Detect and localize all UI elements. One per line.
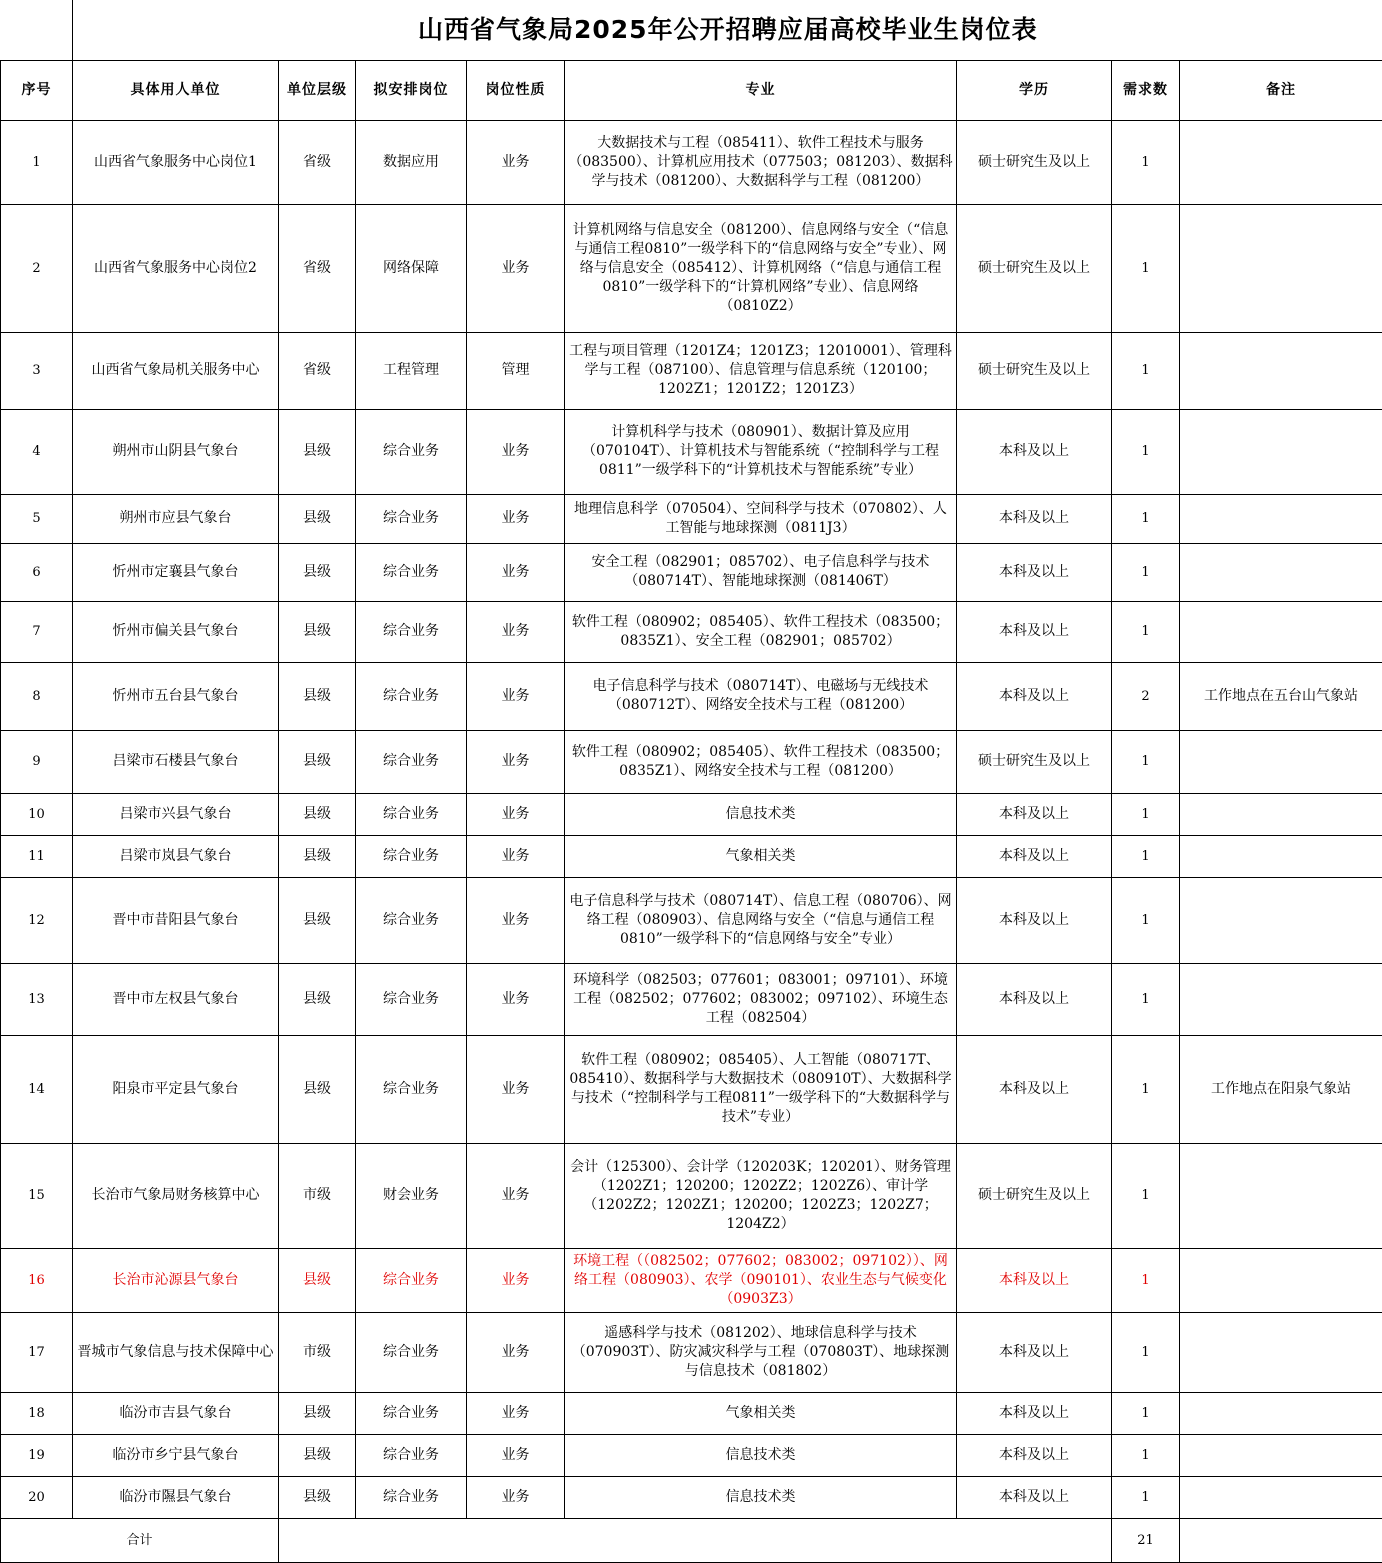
cell-level: 市级: [279, 1143, 356, 1248]
table-row: [1, 1312, 1382, 1392]
cell-count: 1: [1112, 877, 1180, 963]
cell-nature: 业务: [467, 409, 565, 494]
cell-level: 省级: [279, 120, 356, 204]
cell-note: [1180, 601, 1382, 662]
cell-nature: 业务: [467, 204, 565, 332]
cell-edu: 本科及以上: [957, 1035, 1112, 1143]
cell-count: 1: [1112, 204, 1180, 332]
cell-no: 9: [1, 730, 73, 793]
cell-level: 县级: [279, 877, 356, 963]
cell-edu: 本科及以上: [957, 877, 1112, 963]
total-blank: [279, 1518, 1112, 1562]
cell-level: 县级: [279, 1434, 356, 1476]
table-row: [1, 601, 1382, 662]
cell-count: 1: [1112, 1143, 1180, 1248]
cell-nature: 业务: [467, 877, 565, 963]
cell-nature: 业务: [467, 1392, 565, 1434]
cell-unit: 朔州市山阴县气象台: [73, 409, 279, 494]
cell-count: 1: [1112, 332, 1180, 409]
cell-nature: 管理: [467, 332, 565, 409]
table-row: [1, 494, 1382, 543]
cell-no: 12: [1, 877, 73, 963]
cell-note: 工作地点在五台山气象站: [1180, 662, 1382, 730]
cell-post: 财会业务: [356, 1143, 467, 1248]
cell-edu: 本科及以上: [957, 543, 1112, 601]
cell-edu: 本科及以上: [957, 409, 1112, 494]
total-label: 合计: [1, 1518, 279, 1562]
cell-edu: 硕士研究生及以上: [957, 204, 1112, 332]
title-row: [1, 0, 1382, 60]
cell-edu: 硕士研究生及以上: [957, 120, 1112, 204]
table-row: [1, 835, 1382, 877]
cell-nature: 业务: [467, 543, 565, 601]
total-note: [1180, 1518, 1382, 1562]
cell-edu: 本科及以上: [957, 662, 1112, 730]
total-row: [1, 1518, 1382, 1562]
cell-count: 1: [1112, 1035, 1180, 1143]
cell-level: 市级: [279, 1312, 356, 1392]
cell-nature: 业务: [467, 963, 565, 1035]
cell-unit: 晋城市气象信息与技术保障中心: [73, 1312, 279, 1392]
cell-edu: 本科及以上: [957, 601, 1112, 662]
table-row: [1, 963, 1382, 1035]
cell-unit: 阳泉市平定县气象台: [73, 1035, 279, 1143]
cell-level: 县级: [279, 601, 356, 662]
cell-major: 软件工程（080902；085405）、人工智能（080717T、085410）、数据科学与大数据技术（080910T）、大数据科学与技术（“控制科学与工程0811”一级学科下的“大数据科学与技术”专业）: [565, 1035, 957, 1143]
cell-major: 环境科学（082503；077601；083001；097101）、环境工程（082502；077602；083002；097102）、环境生态工程（082504）: [565, 963, 957, 1035]
cell-unit: 忻州市偏关县气象台: [73, 601, 279, 662]
header-major: 专业: [565, 60, 957, 120]
cell-unit: 吕梁市石楼县气象台: [73, 730, 279, 793]
header-note: 备注: [1180, 60, 1382, 120]
cell-nature: 业务: [467, 1476, 565, 1518]
cell-level: 省级: [279, 332, 356, 409]
cell-post: 综合业务: [356, 835, 467, 877]
cell-edu: 本科及以上: [957, 1434, 1112, 1476]
cell-count: 1: [1112, 601, 1180, 662]
cell-major: 气象相关类: [565, 1392, 957, 1434]
cell-post: 综合业务: [356, 1248, 467, 1312]
page-title: 山西省气象局2025年公开招聘应届高校毕业生岗位表: [73, 0, 1382, 60]
cell-post: 综合业务: [356, 409, 467, 494]
cell-edu: 本科及以上: [957, 963, 1112, 1035]
cell-major: 遥感科学与技术（081202）、地球信息科学与技术（070903T）、防灾减灾科学与工程（070803T）、地球探测与信息技术（081802）: [565, 1312, 957, 1392]
table-row: [1, 1035, 1382, 1143]
cell-no: 13: [1, 963, 73, 1035]
cell-post: 综合业务: [356, 494, 467, 543]
cell-post: 综合业务: [356, 730, 467, 793]
cell-unit: 临汾市乡宁县气象台: [73, 1434, 279, 1476]
cell-post: 综合业务: [356, 1434, 467, 1476]
cell-no: 14: [1, 1035, 73, 1143]
cell-level: 县级: [279, 409, 356, 494]
cell-nature: 业务: [467, 1312, 565, 1392]
header-row: [1, 60, 1382, 120]
cell-note: [1180, 1476, 1382, 1518]
cell-level: 县级: [279, 730, 356, 793]
cell-level: 县级: [279, 793, 356, 835]
cell-unit: 朔州市应县气象台: [73, 494, 279, 543]
cell-edu: 本科及以上: [957, 835, 1112, 877]
cell-no: 1: [1, 120, 73, 204]
cell-post: 综合业务: [356, 1035, 467, 1143]
cell-no: 7: [1, 601, 73, 662]
table-row: [1, 730, 1382, 793]
cell-nature: 业务: [467, 601, 565, 662]
cell-post: 综合业务: [356, 601, 467, 662]
cell-note: [1180, 835, 1382, 877]
cell-no: 11: [1, 835, 73, 877]
cell-major: 会计（125300）、会计学（120203K；120201）、财务管理（1202Z1；120200；1202Z2；1202Z6）、审计学（1202Z2；1202Z1；120200；1202Z3；1202Z7；1204Z2）: [565, 1143, 957, 1248]
cell-count: 1: [1112, 120, 1180, 204]
cell-level: 县级: [279, 1035, 356, 1143]
cell-nature: 业务: [467, 1143, 565, 1248]
cell-count: 1: [1112, 963, 1180, 1035]
cell-unit: 长治市沁源县气象台: [73, 1248, 279, 1312]
table-row: [1, 1248, 1382, 1312]
cell-major: 大数据技术与工程（085411）、软件工程技术与服务（083500）、计算机应用技术（077503；081203）、数据科学与技术（081200）、大数据科学与工程（081200）: [565, 120, 957, 204]
table-row: [1, 662, 1382, 730]
cell-note: [1180, 204, 1382, 332]
table-row: [1, 1476, 1382, 1518]
cell-note: 工作地点在阳泉气象站: [1180, 1035, 1382, 1143]
cell-major: 信息技术类: [565, 1434, 957, 1476]
cell-post: 网络保障: [356, 204, 467, 332]
cell-nature: 业务: [467, 730, 565, 793]
cell-nature: 业务: [467, 1434, 565, 1476]
cell-level: 县级: [279, 963, 356, 1035]
header-edu: 学历: [957, 60, 1112, 120]
cell-unit: 吕梁市岚县气象台: [73, 835, 279, 877]
cell-edu: 本科及以上: [957, 494, 1112, 543]
cell-unit: 山西省气象服务中心岗位2: [73, 204, 279, 332]
cell-count: 1: [1112, 1434, 1180, 1476]
cell-no: 16: [1, 1248, 73, 1312]
cell-edu: 本科及以上: [957, 1392, 1112, 1434]
cell-no: 20: [1, 1476, 73, 1518]
cell-post: 数据应用: [356, 120, 467, 204]
cell-level: 县级: [279, 494, 356, 543]
cell-post: 综合业务: [356, 793, 467, 835]
cell-note: [1180, 409, 1382, 494]
cell-edu: 硕士研究生及以上: [957, 730, 1112, 793]
cell-level: 省级: [279, 204, 356, 332]
cell-major: 计算机科学与技术（080901）、数据计算及应用（070104T）、计算机技术与智能系统（“控制科学与工程0811”一级学科下的“计算机技术与智能系统”专业）: [565, 409, 957, 494]
cell-major: 电子信息科学与技术（080714T）、信息工程（080706）、网络工程（080903）、信息网络与安全（“信息与通信工程0810”一级学科下的“信息网络与安全”专业）: [565, 877, 957, 963]
cell-count: 1: [1112, 1312, 1180, 1392]
cell-unit: 忻州市五台县气象台: [73, 662, 279, 730]
cell-unit: 临汾市吉县气象台: [73, 1392, 279, 1434]
cell-no: 10: [1, 793, 73, 835]
header-nature: 岗位性质: [467, 60, 565, 120]
cell-post: 综合业务: [356, 877, 467, 963]
table-row: [1, 120, 1382, 204]
cell-nature: 业务: [467, 835, 565, 877]
cell-level: 县级: [279, 543, 356, 601]
cell-major: 工程与项目管理（1201Z4；1201Z3；12010001）、管理科学与工程（087100）、信息管理与信息系统（120100；1202Z1；1201Z2；1201Z3）: [565, 332, 957, 409]
cell-no: 3: [1, 332, 73, 409]
cell-note: [1180, 494, 1382, 543]
title-blank-cell: [1, 0, 73, 60]
cell-count: 1: [1112, 494, 1180, 543]
cell-major: 软件工程（080902；085405）、软件工程技术（083500；0835Z1）、安全工程（082901；085702）: [565, 601, 957, 662]
cell-post: 工程管理: [356, 332, 467, 409]
cell-unit: 临汾市隰县气象台: [73, 1476, 279, 1518]
cell-count: 1: [1112, 409, 1180, 494]
cell-note: [1180, 730, 1382, 793]
table-row: [1, 1143, 1382, 1248]
cell-unit: 长治市气象局财务核算中心: [73, 1143, 279, 1248]
cell-note: [1180, 332, 1382, 409]
cell-count: 1: [1112, 1392, 1180, 1434]
cell-count: 1: [1112, 793, 1180, 835]
cell-no: 5: [1, 494, 73, 543]
cell-no: 2: [1, 204, 73, 332]
header-no: 序号: [1, 60, 73, 120]
cell-no: 15: [1, 1143, 73, 1248]
cell-count: 1: [1112, 1248, 1180, 1312]
table-row: [1, 793, 1382, 835]
table-row: [1, 409, 1382, 494]
cell-post: 综合业务: [356, 963, 467, 1035]
header-level: 单位层级: [279, 60, 356, 120]
cell-count: 1: [1112, 543, 1180, 601]
cell-level: 县级: [279, 1248, 356, 1312]
cell-level: 县级: [279, 662, 356, 730]
cell-major: 软件工程（080902；085405）、软件工程技术（083500；0835Z1）、网络安全技术与工程（081200）: [565, 730, 957, 793]
cell-note: [1180, 1434, 1382, 1476]
cell-post: 综合业务: [356, 1392, 467, 1434]
header-unit: 具体用人单位: [73, 60, 279, 120]
cell-note: [1180, 1248, 1382, 1312]
cell-no: 6: [1, 543, 73, 601]
cell-no: 4: [1, 409, 73, 494]
cell-unit: 吕梁市兴县气象台: [73, 793, 279, 835]
cell-nature: 业务: [467, 662, 565, 730]
cell-edu: 本科及以上: [957, 1476, 1112, 1518]
cell-major: 安全工程（082901；085702）、电子信息科学与技术（080714T）、智能地球探测（081406T）: [565, 543, 957, 601]
cell-edu: 硕士研究生及以上: [957, 332, 1112, 409]
cell-unit: 忻州市定襄县气象台: [73, 543, 279, 601]
table-row: [1, 1434, 1382, 1476]
table-row: [1, 1392, 1382, 1434]
cell-count: 1: [1112, 1476, 1180, 1518]
table-row: [1, 543, 1382, 601]
cell-no: 8: [1, 662, 73, 730]
cell-note: [1180, 877, 1382, 963]
cell-note: [1180, 793, 1382, 835]
cell-post: 综合业务: [356, 662, 467, 730]
table-row: [1, 204, 1382, 332]
cell-no: 19: [1, 1434, 73, 1476]
cell-major: 计算机网络与信息安全（081200）、信息网络与安全（“信息与通信工程0810”一级学科下的“信息网络与安全”专业）、网络与信息安全（085412）、计算机网络（“信息与通信工程0810”一级学科下的“计算机网络”专业）、信息网络（0810Z2）: [565, 204, 957, 332]
cell-note: [1180, 963, 1382, 1035]
table-row: [1, 877, 1382, 963]
cell-note: [1180, 120, 1382, 204]
total-count: 21: [1112, 1518, 1180, 1562]
header-post: 拟安排岗位: [356, 60, 467, 120]
cell-no: 17: [1, 1312, 73, 1392]
cell-major: 信息技术类: [565, 1476, 957, 1518]
cell-note: [1180, 1392, 1382, 1434]
cell-unit: 晋中市昔阳县气象台: [73, 877, 279, 963]
cell-note: [1180, 1143, 1382, 1248]
cell-unit: 山西省气象服务中心岗位1: [73, 120, 279, 204]
table-row: [1, 332, 1382, 409]
cell-unit: 晋中市左权县气象台: [73, 963, 279, 1035]
cell-edu: 本科及以上: [957, 1248, 1112, 1312]
cell-post: 综合业务: [356, 1476, 467, 1518]
cell-nature: 业务: [467, 494, 565, 543]
cell-major: 气象相关类: [565, 835, 957, 877]
cell-edu: 本科及以上: [957, 793, 1112, 835]
cell-nature: 业务: [467, 120, 565, 204]
cell-major: 电子信息科学与技术（080714T）、电磁场与无线技术（080712T）、网络安全技术与工程（081200）: [565, 662, 957, 730]
cell-no: 18: [1, 1392, 73, 1434]
cell-level: 县级: [279, 835, 356, 877]
cell-edu: 本科及以上: [957, 1312, 1112, 1392]
cell-major: 地理信息科学（070504）、空间科学与技术（070802）、人工智能与地球探测（0811J3）: [565, 494, 957, 543]
cell-count: 1: [1112, 730, 1180, 793]
cell-nature: 业务: [467, 793, 565, 835]
cell-unit: 山西省气象局机关服务中心: [73, 332, 279, 409]
header-count: 需求数: [1112, 60, 1180, 120]
cell-nature: 业务: [467, 1035, 565, 1143]
cell-post: 综合业务: [356, 543, 467, 601]
cell-edu: 硕士研究生及以上: [957, 1143, 1112, 1248]
cell-count: 2: [1112, 662, 1180, 730]
cell-count: 1: [1112, 835, 1180, 877]
cell-post: 综合业务: [356, 1312, 467, 1392]
cell-nature: 业务: [467, 1248, 565, 1312]
cell-level: 县级: [279, 1476, 356, 1518]
cell-major: 环境工程（（082502；077602；083002；097102））、网络工程（080903）、农学（090101）、农业生态与气候变化（0903Z3）: [565, 1248, 957, 1312]
cell-note: [1180, 543, 1382, 601]
cell-note: [1180, 1312, 1382, 1392]
cell-level: 县级: [279, 1392, 356, 1434]
cell-major: 信息技术类: [565, 793, 957, 835]
